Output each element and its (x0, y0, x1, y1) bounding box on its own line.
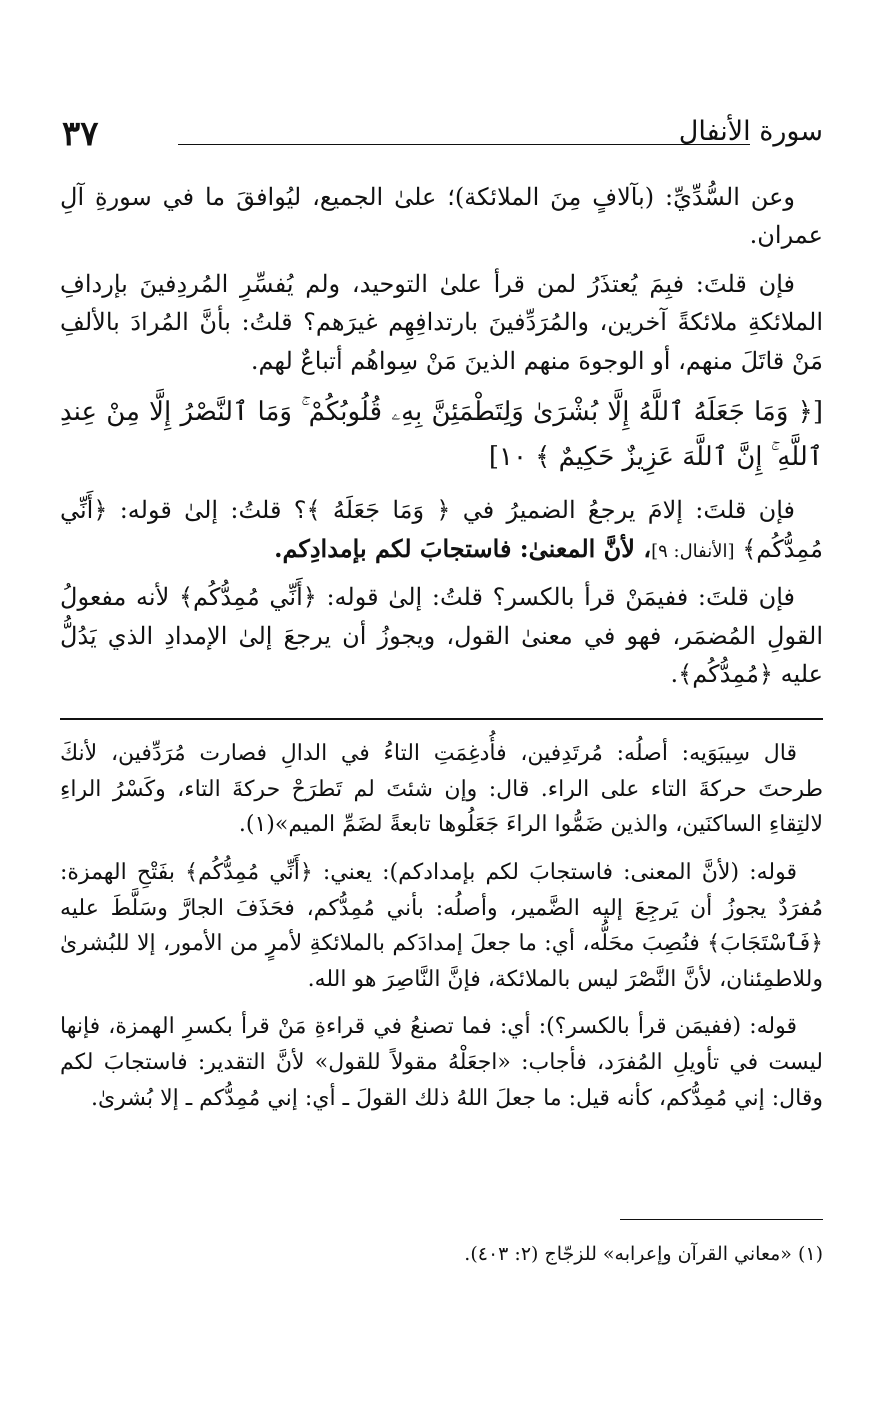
commentary-paragraph: قوله: (لأنَّ المعنى: فاستجابَ لكم بإمدادكم): يعني: ﴿أَنِّي مُمِدُّكُم﴾ بفَتْحِ الهمزة: مُفرَدٌ يجوزُ أن يَرجِعَ إليه الضَّمير، وأصلُه: بأني مُمِدُّكم، فحَذَفَ الجارَّ وسَلَّطَ عليه ﴿فَٱسْتَجَابَ﴾ فنُصِبَ محَلُّه، أي: ما جعلَ إمدادَكم بالملائكةِ لأمرٍ من الأمور، إلا للبُشرىٰ وللاطمِئنان، لأنَّ النَّصْرَ ليس بالملائكة، فإنَّ النَّاصِرَ هو الله. (60, 859, 823, 992)
surah-title: سورة الأنفال (678, 116, 823, 147)
quran-verse: [﴿ وَمَا جَعَلَهُ ٱللَّهُ إِلَّا بُشْرَىٰ وَلِتَطْمَئِنَّ بِهِۦ قُلُوبُكُمْ ۚ وَمَا ٱلنَّصْرُ إِلَّا مِنْ عِندِ ٱللَّهِ ۚ إِنَّ ٱللَّهَ عَزِيزٌ حَكِيمٌ ﴾ ١٠] (60, 396, 823, 472)
footnote: (١) «معاني القرآن وإعرابه» للزجّاج (٢: ٤٠٣). (464, 1243, 823, 1265)
main-paragraph: فإن قلتَ: ففيمَنْ قرأ بالكسر؟ قلتُ: إلىٰ قوله: ﴿أَنِّي مُمِدُّكُم﴾ لأنه مفعولُ القولِ المُضمَر، فهو في معنىٰ القول، ويجوزُ أن يرجعَ إلىٰ الإمدادِ الذي يَدُلُّ عليه ﴿مُمِدُّكُم﴾. (60, 583, 823, 688)
page-header (60, 110, 823, 160)
verse-reference: [الأنفال: ٩] (651, 540, 735, 562)
main-paragraph (60, 491, 823, 568)
main-text (60, 178, 823, 703)
footnote-rule (620, 1219, 823, 1220)
paragraph-text: ، لأنَّ المعنىٰ: فاستجابَ لكم بإمدادِكم. (274, 533, 652, 563)
main-paragraph: فإن قلتَ: فبِمَ يُعتذَرُ لمن قرأ علىٰ التوحيد، ولم يُفسِّرِ المُردِفينَ بإردافِ الملائكةِ ملائكةً آخرين، والمُرَدِّفينَ بارتدافِهِم غيرَهم؟ قلتُ: بأنَّ المُرادَ بالألفِ مَنْ قاتَلَ منهم، أو الوجوهَ منهم الذينَ مَنْ سِواهُم أتباعٌ لهم. (60, 269, 823, 375)
page-number: ٣٧ (62, 114, 99, 154)
commentary-paragraph: قال سِيبَوَيه: أصلُه: مُرتَدِفين، فأُدغِمَتِ التاءُ في الدالِ فصارت مُرَدِّفين، لأنكَ طرحتَ حركةَ التاء على الراء. قال: وإن شئتَ لم تَطرَحْ حركةَ التاء، وكَسْرُ الراءِ لالتِقاءِ الساكنَين، والذين ضَمُّوا الراءَ جَعَلُوها تابعةً لضَمِّ الميم»(١). (60, 741, 823, 838)
commentary-paragraph: قوله: (ففيمَن قرأ بالكسر؟): أي: فما تصنعُ في قراءةِ مَنْ قرأ بكسرِ الهمزة، فإنها ليست في تأويلِ المُفرَد، فأجاب: «اجعَلْهُ مقولاً للقول» لأنَّ التقدير: فاستجابَ لكم وقال: إني مُمِدُّكم، كأنه قيل: ما جعلَ اللهُ ذلك القولَ ـ أي: إني مُمِدُّكم ـ إلا بُشرىٰ. (60, 1014, 823, 1111)
paragraph-text: فإن قلتَ: إلامَ يرجعُ الضميرُ في ﴿ وَمَا جَعَلَهُ ﴾؟ قلتُ: إلىٰ قوله: ﴿أَنِّي مُمِدُّكُم﴾ (60, 496, 823, 563)
commentary-text (60, 736, 823, 1128)
section-divider (60, 718, 823, 720)
main-paragraph: وعن السُّدِّيِّ: (بآلافٍ مِنَ الملائكة)؛ علىٰ الجميع، ليُوافقَ ما في سورةِ آلِ عمران. (60, 183, 823, 250)
header-rule (178, 144, 750, 145)
